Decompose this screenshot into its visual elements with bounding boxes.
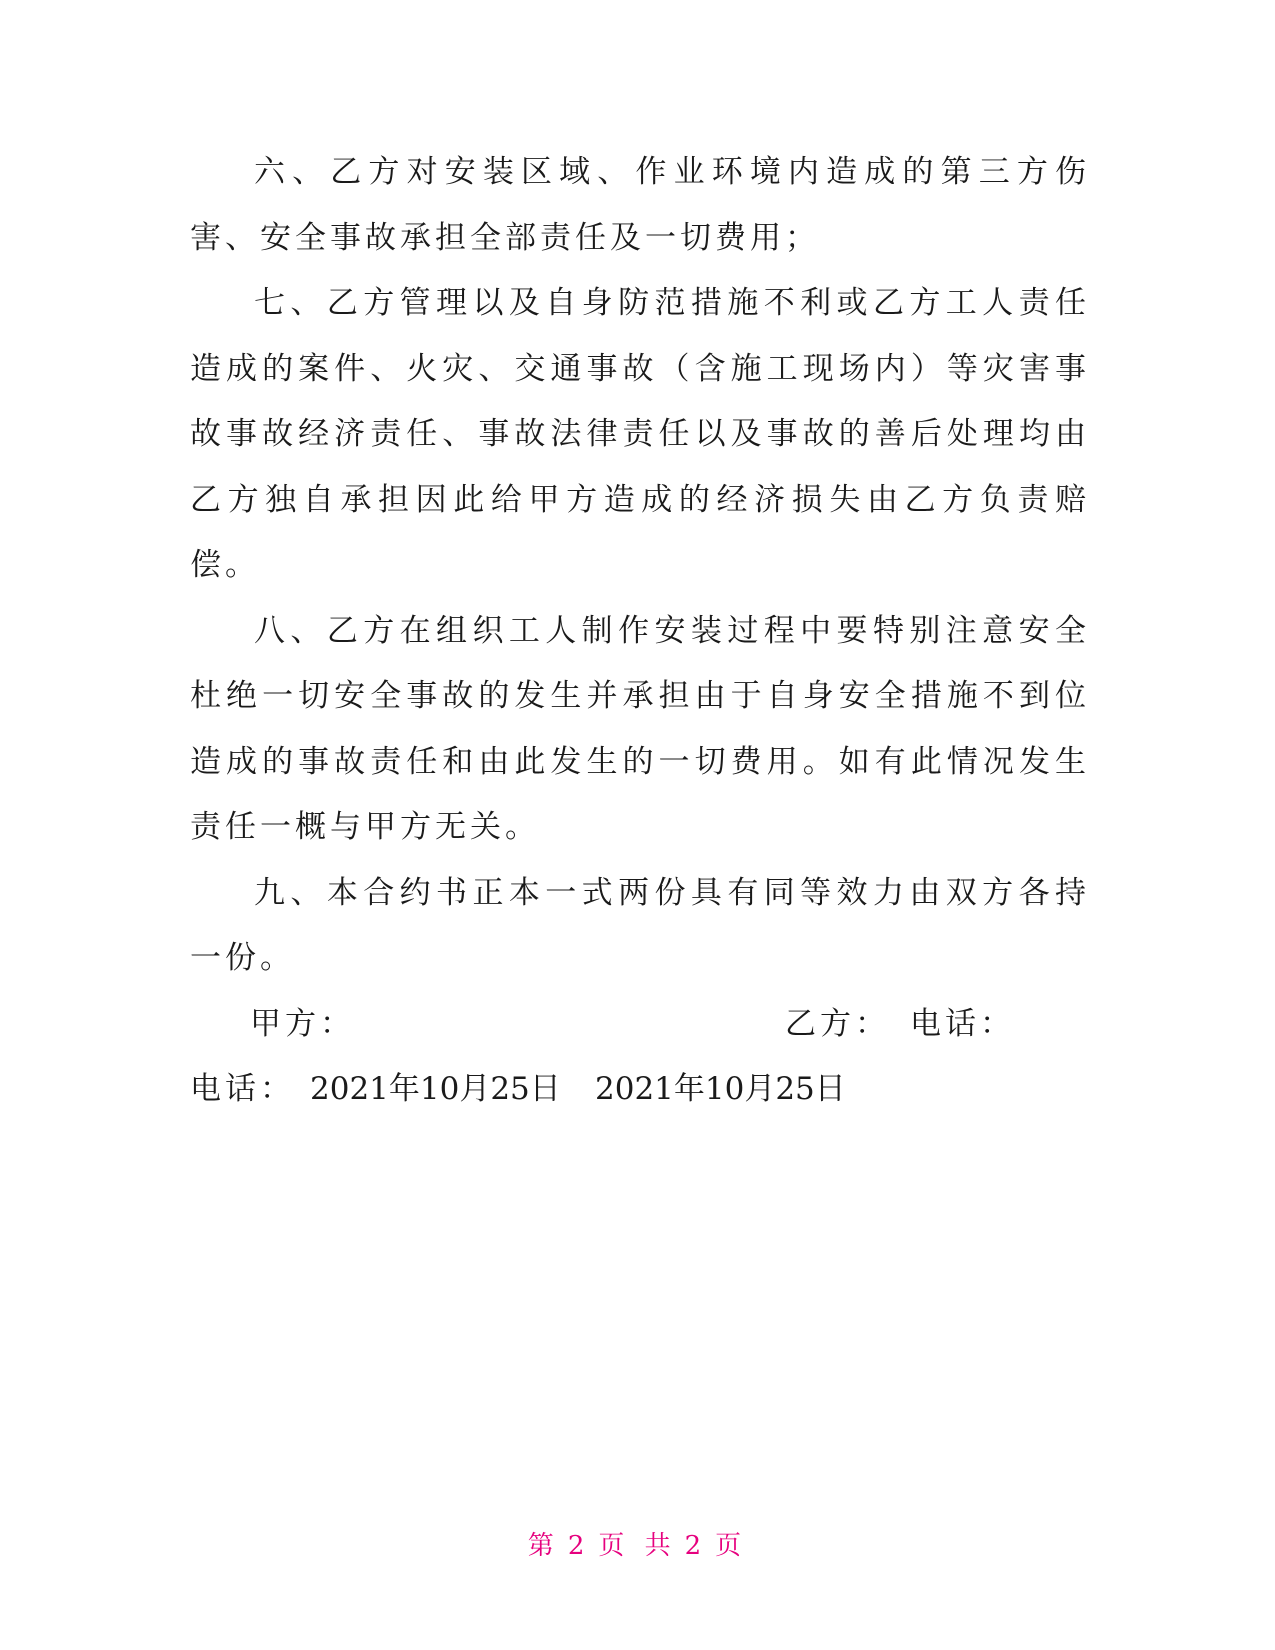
page-label-mid: 页 共 — [598, 1531, 677, 1561]
page-label-suffix: 页 — [715, 1531, 748, 1561]
clause-6: 六、乙方对安装区域、作业环境内造成的第三方伤害、安全事故承担全部责任及一切费用； — [190, 154, 1090, 256]
clause-9: 九、本合约书正本一式两份具有同等效力由双方各持一份。 — [190, 874, 1090, 976]
clause-7: 七、乙方管理以及自身防范措施不利或乙方工人责任造成的案件、火灾、交通事故（含施工现场内）等灾害事故事故经济责任、事故法律责任以及事故的善后处理均由乙方独自承担因此给甲方造成的经济损失由乙方负责赔偿。 — [190, 285, 1090, 583]
party-a-date: 2021年10月25日 — [310, 1071, 561, 1107]
document-body — [190, 140, 1090, 1123]
party-a-label: 甲方： — [250, 1005, 355, 1042]
signature-line-parties — [190, 992, 1090, 1058]
page-footer — [0, 1525, 1275, 1562]
party-b-label: 乙方： — [785, 1005, 890, 1042]
clause-8: 八、乙方在组织工人制作安装过程中要特别注意安全杜绝一切安全事故的发生并承担由于自身安全措施不到位造成的事故责任和由此发生的一切费用。如有此情况发生责任一概与甲方无关。 — [190, 612, 1090, 845]
party-b-date: 2021年10月25日 — [595, 1071, 846, 1107]
page-label-prefix: 第 — [527, 1531, 560, 1561]
current-page-number: 2 — [567, 1531, 591, 1561]
party-a-phone-label: 电话： — [190, 1071, 295, 1107]
party-b-phone-label: 电话： — [910, 1005, 1015, 1042]
total-pages-number: 2 — [684, 1531, 708, 1561]
signature-line-dates — [190, 1057, 1090, 1123]
